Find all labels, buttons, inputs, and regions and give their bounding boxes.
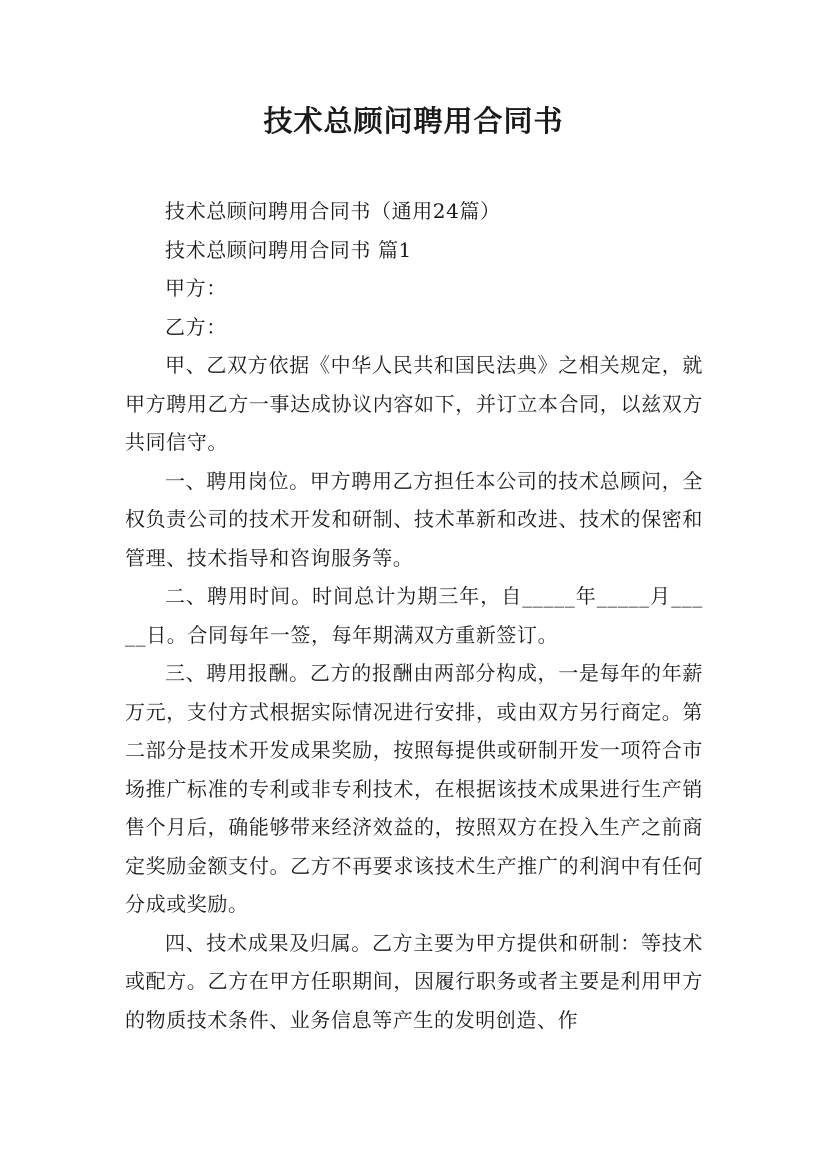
party-a-line: 甲方： xyxy=(165,276,227,300)
document-body xyxy=(125,192,703,1039)
clause-ownership: 四、技术成果及归属。乙方主要为甲方提供和研制：等技术或配方。乙方在甲方任职期间，因履行职务或者主要是利用甲方的物质技术条件、业务信息等产生的发明创造、作 xyxy=(125,930,703,1032)
section-heading: 技术总顾问聘用合同书 篇1 xyxy=(165,237,412,262)
preamble-paragraph: 甲、乙双方依据《中华人民共和国民法典》之相关规定，就甲方聘用乙方一事达成协议内容如下，并订立本合同，以兹双方共同信守。 xyxy=(125,353,703,454)
document-title: 技术总顾问聘用合同书 xyxy=(263,104,564,138)
clause-remuneration: 三、聘用报酬。乙方的报酬由两部分构成，一是每年的年薪万元，支付方式根据实际情况进行安排，或由双方另行商定。第二部分是技术开发成果奖励，按照每提供或研制开发一项符合市场推广标准的专利或非专利技术，在根据该技术成果进行生产销售个月后，确能够带来经济效益的，按照双方在投入生产之前商定奖励金额支付。乙方不再要求该技术生产推广的利润中有任何分成或奖励。 xyxy=(125,661,703,916)
clause-term: 二、聘用时间。时间总计为期三年，自_____年_____月_____日。合同每年一签，每年期满双方重新签订。 xyxy=(125,584,703,647)
clause-position: 一、聘用岗位。甲方聘用乙方担任本公司的技术总顾问，全权负责公司的技术开发和研制、技术革新和改进、技术的保密和管理、技术指导和咨询服务等。 xyxy=(125,468,703,570)
subtitle-paragraph: 技术总顾问聘用合同书（通用24篇） xyxy=(165,199,501,223)
party-b-line: 乙方： xyxy=(165,314,227,339)
